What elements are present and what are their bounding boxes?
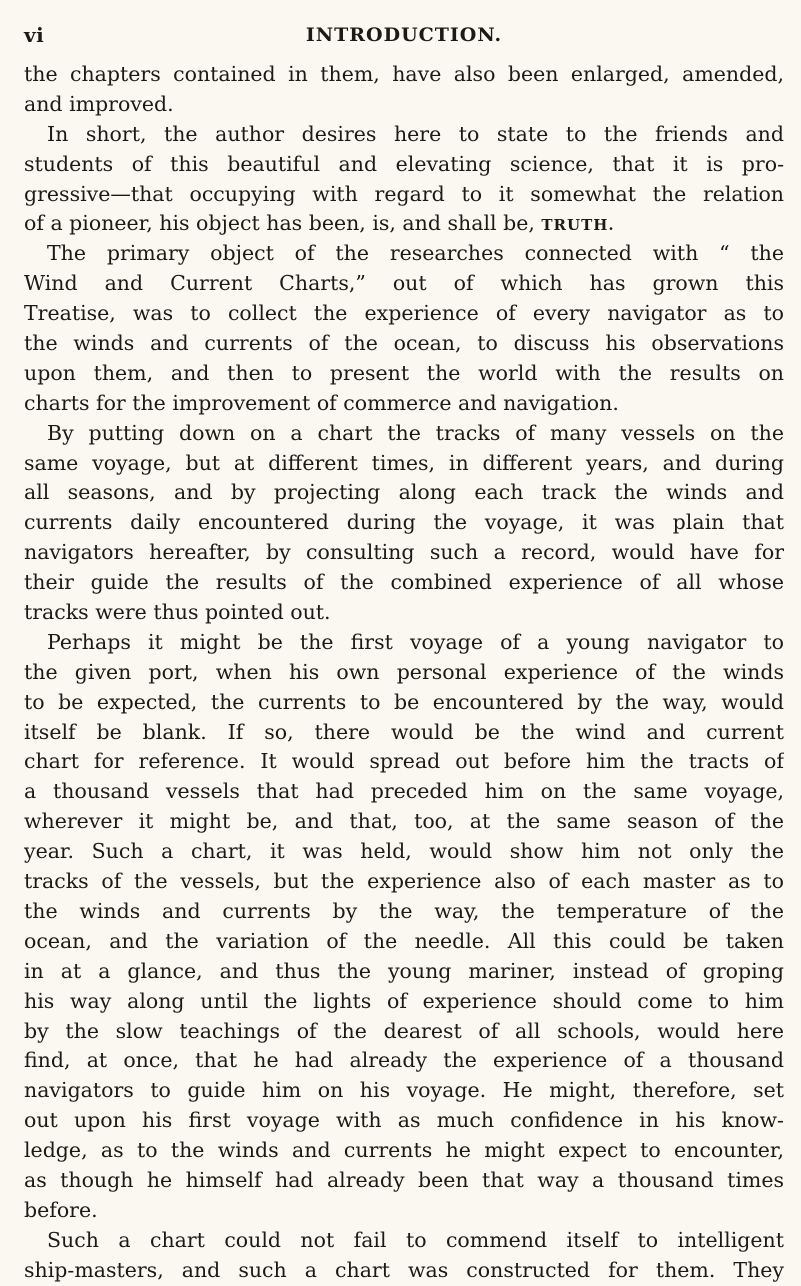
text-line: by the slow teachings of the dearest of all schools, would here <box>24 1018 784 1043</box>
text-line: students of this beautiful and elevating science, that it is pro- <box>24 151 784 176</box>
text-line: Perhaps it might be the first voyage of a young navigator to <box>47 629 784 654</box>
text-line: the winds and currents of the ocean, to discuss his observations <box>24 331 784 356</box>
text-line: charts for the improvement of commerce and navigation. <box>24 390 619 415</box>
text-span: of a pioneer, his object has been, is, and shall be, <box>24 211 542 236</box>
text-line: the winds and currents by the way, the temperature of the <box>24 898 784 923</box>
text-line: currents daily encountered during the voyage, it was plain that <box>24 510 784 535</box>
text-line: year. Such a chart, it was held, would show him not only the <box>24 839 784 864</box>
page-number: vi <box>24 23 45 47</box>
text-line: their guide the results of the combined experience of all whose <box>24 570 784 595</box>
text-line: a thousand vessels that had preceded him on the same voyage, <box>24 779 784 804</box>
text-line: In short, the author desires here to state to the friends and <box>47 121 784 146</box>
truth-small-caps: TRUTH. <box>541 216 615 235</box>
text-line: The primary object of the researches connected with “ the <box>47 241 784 266</box>
body-text <box>24 60 784 1286</box>
text-line: his way along until the lights of experience should come to him <box>24 988 784 1013</box>
text-line: same voyage, but at different times, in different years, and during <box>24 450 784 475</box>
text-line: tracks of the vessels, but the experience also of each master as to <box>24 869 784 894</box>
text-line: and improved. <box>24 91 174 116</box>
text-line: upon them, and then to present the world with the results on <box>24 360 784 385</box>
text-line: chart for reference. It would spread out before him the tracts of <box>24 749 784 774</box>
text-line: Treatise, was to collect the experience of every navigator as to <box>24 301 784 326</box>
text-line: the chapters contained in them, have also been enlarged, amended, <box>24 62 784 86</box>
text-line: Wind and Current Charts,” out of which has grown this <box>24 271 784 296</box>
text-line: as though he himself had already been that way a thousand times <box>24 1167 784 1192</box>
text-line: all seasons, and by projecting along each track the winds and <box>24 480 784 505</box>
text-line: the given port, when his own personal experience of the winds <box>24 659 784 684</box>
text-line: before. <box>24 1197 98 1222</box>
text-line-with-emphasis <box>24 209 784 239</box>
text-line: gressive—that occupying with regard to it somewhat the relation <box>24 181 784 206</box>
text-line: Such a chart could not fail to commend itself to intelligent <box>47 1227 784 1252</box>
text-line: to be expected, the currents to be encountered by the way, would <box>24 689 784 714</box>
text-line: By putting down on a chart the tracks of many vessels on the <box>47 420 784 445</box>
text-line: navigators to guide him on his voyage. He might, therefore, set <box>24 1078 784 1103</box>
page-header <box>24 20 784 50</box>
text-line: find, at once, that he had already the experience of a thousand <box>24 1048 784 1073</box>
text-line: ocean, and the variation of the needle. All this could be taken <box>24 928 784 953</box>
text-line: ship-masters, and such a chart was constructed for them. They <box>24 1257 784 1282</box>
text-line: in at a glance, and thus the young mariner, instead of groping <box>24 958 784 983</box>
text-line: wherever it might be, and that, too, at the same season of the <box>24 809 784 834</box>
text-line: tracks were thus pointed out. <box>24 600 331 625</box>
text-line: out upon his first voyage with as much confidence in his know- <box>24 1108 784 1133</box>
text-line: navigators hereafter, by consulting such a record, would have for <box>24 540 784 565</box>
running-head: INTRODUCTION. <box>305 24 503 46</box>
text-line: itself be blank. If so, there would be the wind and current <box>24 719 784 744</box>
text-line: ledge, as to the winds and currents he might expect to encounter, <box>24 1138 784 1163</box>
